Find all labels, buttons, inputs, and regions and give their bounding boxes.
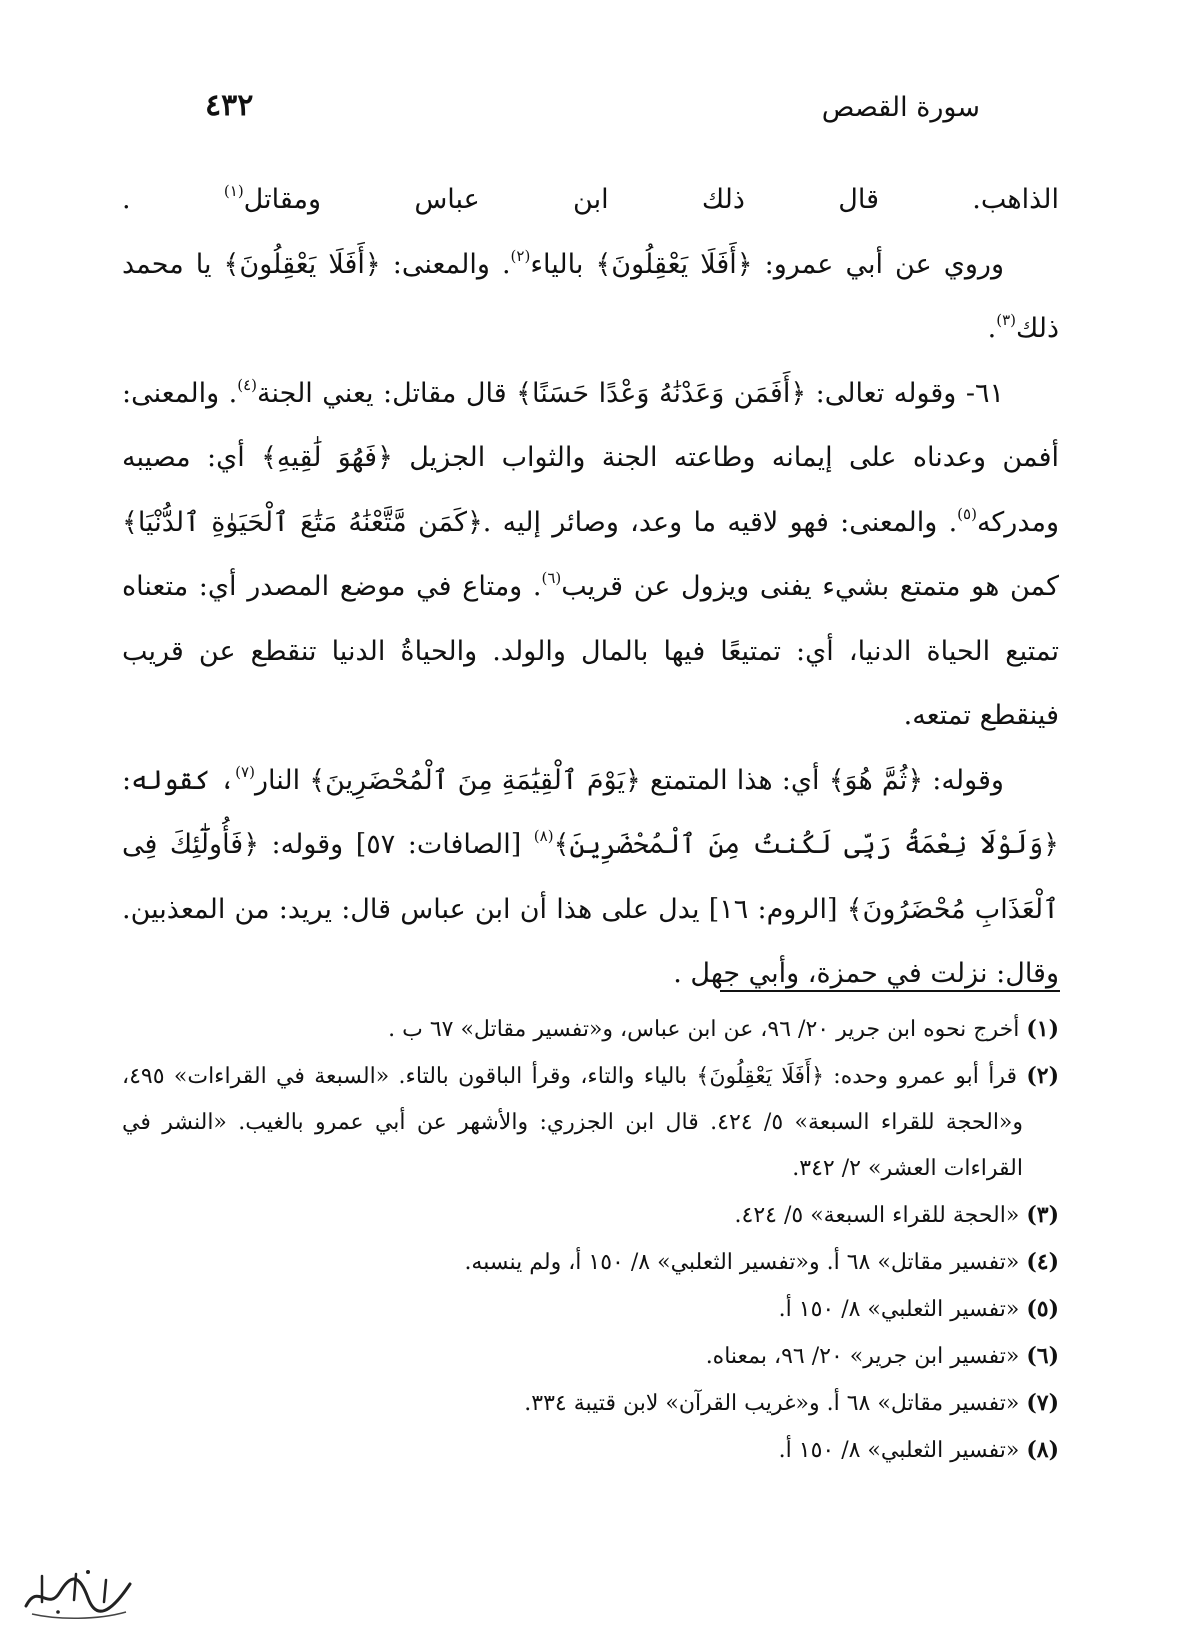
- footnote-number: (٢): [1026, 1063, 1059, 1089]
- footnote-ref: (٥): [957, 504, 977, 523]
- footnote-ref: (١): [223, 182, 244, 200]
- page-number: ٤٣٢: [205, 88, 254, 123]
- footnote: [122, 1380, 1059, 1427]
- footnote: [122, 1427, 1059, 1474]
- footnote-ref: (٤): [237, 375, 258, 394]
- footnote-ref: (٣): [996, 311, 1016, 329]
- text-run: . والمعنى:: [380, 248, 511, 280]
- text-run: بالياء: [530, 248, 596, 280]
- text-run: ٦١- وقوله تعالى:: [806, 377, 1004, 409]
- text-run: يا محمد ذلك: [122, 248, 1059, 344]
- quran-quote: ﴿ثُمَّ هُوَ﴾: [828, 764, 924, 796]
- text-run: الذاهب. قال ذلك ابن عباس ومقاتل: [243, 184, 1060, 215]
- text-run: أي: هذا المتمتع: [640, 764, 829, 796]
- running-title: سورة القصص: [821, 92, 980, 123]
- footnote: [122, 1053, 1059, 1192]
- quran-quote: ﴿أَفَلَا يَعْقِلُونَ﴾: [595, 248, 753, 280]
- logo-calligraphy-icon: [18, 1562, 138, 1622]
- footnote-text: «تفسير مقاتل» ٦٨ أ. و«تفسير الثعلبي» ٨/ ١٥٠ أ، ولم ينسبه.: [464, 1250, 1027, 1275]
- footnote-text: «تفسير الثعلبي» ٨/ ١٥٠ أ.: [778, 1297, 1027, 1322]
- text-run: وقوله:: [923, 764, 1004, 796]
- almostahmmal-logo-icon: [18, 1562, 138, 1622]
- text-run: . والمعنى: أفمن وعدناه على إيمانه وطاعته الجنة والثواب الجزيل: [122, 377, 1060, 473]
- text-run: . ومتاع في موضع المصدر أي: متعناه تمتيع الحياة الدنيا، أي: تمتيعًا فيها بالمال والولد. والحياةُ الدنيا تنقطع عن قريب فينقطع تمتعه.: [122, 571, 1059, 731]
- text-run: كمن هو متمتع بشيء يفنى ويزول عن قريب: [561, 571, 1059, 602]
- footnote-divider: [720, 990, 1060, 992]
- footnotes: [122, 1006, 1059, 1474]
- text-run: ، كقوله:: [122, 764, 236, 796]
- quran-quote: ﴿وَلَوْلَا نِعْمَةُ رَبِّى لَكُنتُ مِنَ ٱلْمُحْضَرِينَ﴾: [553, 829, 1059, 860]
- text-run: وروي عن أبي عمرو:: [752, 248, 1005, 280]
- text-run: .: [987, 313, 997, 344]
- text-run: النار: [254, 764, 310, 796]
- footnote-text: قرأ أبو عمرو وحده: ﴿أَفَلَا يَعْقِلُونَ﴾ بالياء والتاء، وقرأ الباقون بالتاء. «السبعة في القراءات» ٤٩٥، و«الحجة للقراء السبعة» ٥/ ٤٢٤. قال ابن الجزري: والأشهر عن أبي عمرو بالغيب. «النشر في القراءات العشر» ٢/ ٣٤٢.: [122, 1064, 1027, 1181]
- footnote-text: «الحجة للقراء السبعة» ٥/ ٤٢٤.: [734, 1203, 1027, 1228]
- quran-quote: ﴿كَمَن مَّتَّعْنَٰهُ مَتَٰعَ ٱلْحَيَوٰةِ ٱلدُّنْيَا﴾: [122, 506, 483, 538]
- footnote-number: (٦): [1026, 1343, 1059, 1369]
- footnote: [122, 1286, 1059, 1333]
- footnote-number: (٧): [1026, 1390, 1059, 1416]
- text-run: .: [122, 184, 224, 215]
- quran-quote: ﴿فَهُوَ لَٰقِيهِ﴾: [261, 442, 393, 473]
- quran-quote: ﴿يَوْمَ ٱلْقِيَٰمَةِ مِنَ ٱلْمُحْضَرِينَ﴾: [309, 764, 641, 796]
- text-run: [الروم: ١٦] يدل على هذا أن ابن عباس قال: يريد: من المعذبين. وقال: نزلت في حمزة، وأبي جهل .: [122, 893, 1059, 989]
- footnote-ref: (٦): [541, 569, 562, 587]
- paragraph-2: [122, 233, 1059, 362]
- paragraph-1: [122, 168, 1059, 233]
- text-run: أي: مصيبه ومدركه: [122, 442, 1059, 538]
- page-header: [205, 88, 980, 132]
- paragraph-3: [122, 362, 1059, 749]
- footnote-text: «تفسير الثعلبي» ٨/ ١٥٠ أ.: [778, 1438, 1027, 1463]
- text-run: [الصافات: ٥٧] وقوله:: [259, 829, 534, 860]
- quran-quote: ﴿فَأُولَٰٓئِكَ فِى ٱلْعَذَابِ مُحْضَرُونَ﴾: [122, 829, 1059, 925]
- footnote-number: (٥): [1026, 1296, 1059, 1322]
- footnote: [122, 1006, 1059, 1053]
- footnote-text: أخرج نحوه ابن جرير ٢٠/ ٩٦، عن ابن عباس، و«تفسير مقاتل» ٦٧ ب .: [388, 1017, 1027, 1042]
- text-run: . والمعنى: فهو لاقيه ما وعد، وصائر إليه .: [482, 506, 958, 538]
- footnote-number: (٨): [1026, 1437, 1059, 1463]
- paragraph-4: [122, 749, 1059, 1007]
- quran-quote: ﴿أَفَلَا يَعْقِلُونَ﴾: [223, 248, 381, 280]
- footnote: [122, 1239, 1059, 1286]
- footnote-text: «تفسير ابن جرير» ٢٠/ ٩٦، بمعناه.: [705, 1344, 1027, 1369]
- text-run: قال مقاتل: يعني الجنة: [257, 377, 517, 409]
- footnote-number: (٤): [1026, 1249, 1059, 1275]
- footnote-text: «تفسير مقاتل» ٦٨ أ. و«غريب القرآن» لابن قتيبة ٣٣٤.: [524, 1391, 1027, 1416]
- footnote: [122, 1192, 1059, 1239]
- quran-quote: ﴿أَفَمَن وَعَدْنَٰهُ وَعْدًا حَسَنًا﴾: [516, 377, 807, 409]
- footnote-ref: (٢): [510, 246, 531, 265]
- main-text: [122, 168, 1059, 1007]
- footnote-ref: (٧): [235, 762, 255, 781]
- footnote-ref: (٨): [533, 827, 554, 845]
- footnote-number: (٣): [1026, 1202, 1059, 1228]
- footnote-number: (١): [1026, 1016, 1059, 1042]
- footnote: [122, 1333, 1059, 1380]
